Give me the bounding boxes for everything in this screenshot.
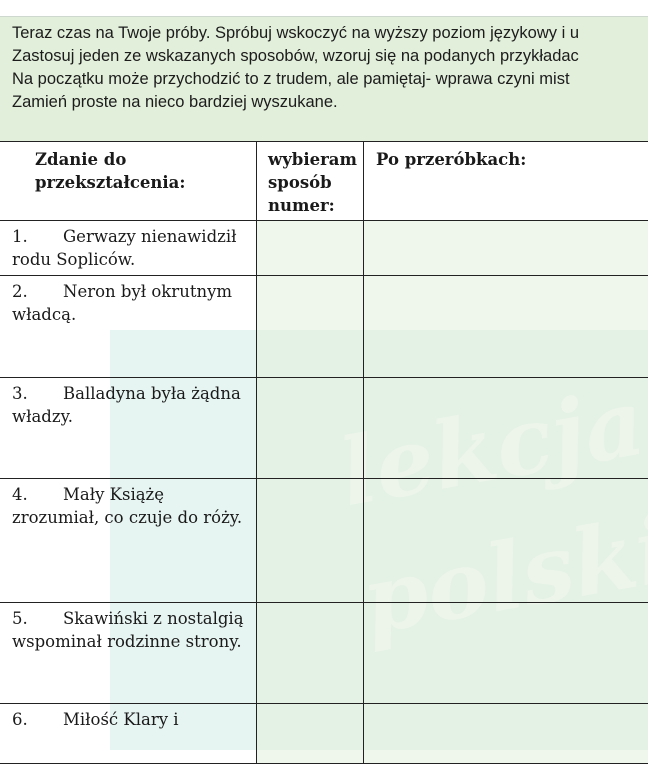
method-input-cell[interactable] bbox=[257, 603, 364, 704]
header-result: Po przeróbkach: bbox=[364, 142, 648, 221]
table-row bbox=[0, 378, 648, 479]
method-input-cell[interactable] bbox=[257, 276, 364, 378]
instructions-box bbox=[0, 17, 648, 141]
table-header-row bbox=[0, 142, 648, 221]
result-input-cell[interactable] bbox=[364, 479, 648, 603]
method-input-cell[interactable] bbox=[257, 704, 364, 764]
sentence-cell: 4. Mały Książę zrozumiał, co czuje do róży. bbox=[0, 479, 257, 603]
table-row bbox=[0, 276, 648, 378]
table-row bbox=[0, 221, 648, 276]
instruction-line-4: Zamień proste na nieco bardziej wyszukane. bbox=[12, 91, 648, 114]
result-input-cell[interactable] bbox=[364, 603, 648, 704]
result-input-cell[interactable] bbox=[364, 276, 648, 378]
sentence-cell: 6. Miłość Klary i bbox=[0, 704, 257, 764]
sentence-cell: 2. Neron był okrutnym władcą. bbox=[0, 276, 257, 378]
table-row bbox=[0, 704, 648, 764]
result-input-cell[interactable] bbox=[364, 221, 648, 276]
instruction-line-1: Teraz czas na Twoje próby. Spróbuj wskoczyć na wyższy poziom językowy i u bbox=[12, 22, 648, 45]
method-input-cell[interactable] bbox=[257, 221, 364, 276]
table-row bbox=[0, 603, 648, 704]
method-input-cell[interactable] bbox=[257, 378, 364, 479]
table-row bbox=[0, 479, 648, 603]
sentence-cell: 3. Balladyna była żądna władzy. bbox=[0, 378, 257, 479]
sentence-cell: 5. Skawiński z nostalgią wspominał rodzinne strony. bbox=[0, 603, 257, 704]
result-input-cell[interactable] bbox=[364, 704, 648, 764]
exercise-table bbox=[0, 141, 648, 764]
header-sentence: Zdanie do przekształcenia: bbox=[0, 142, 257, 221]
header-method: wybieram sposób numer: bbox=[257, 142, 364, 221]
result-input-cell[interactable] bbox=[364, 378, 648, 479]
instruction-line-3: Na początku może przychodzić to z trudem, ale pamiętaj- wprawa czyni mist bbox=[12, 68, 648, 91]
method-input-cell[interactable] bbox=[257, 479, 364, 603]
sentence-cell: 1. Gerwazy nienawidził rodu Sopliców. bbox=[0, 221, 257, 276]
instruction-line-2: Zastosuj jeden ze wskazanych sposobów, wzoruj się na podanych przykładac bbox=[12, 45, 648, 68]
